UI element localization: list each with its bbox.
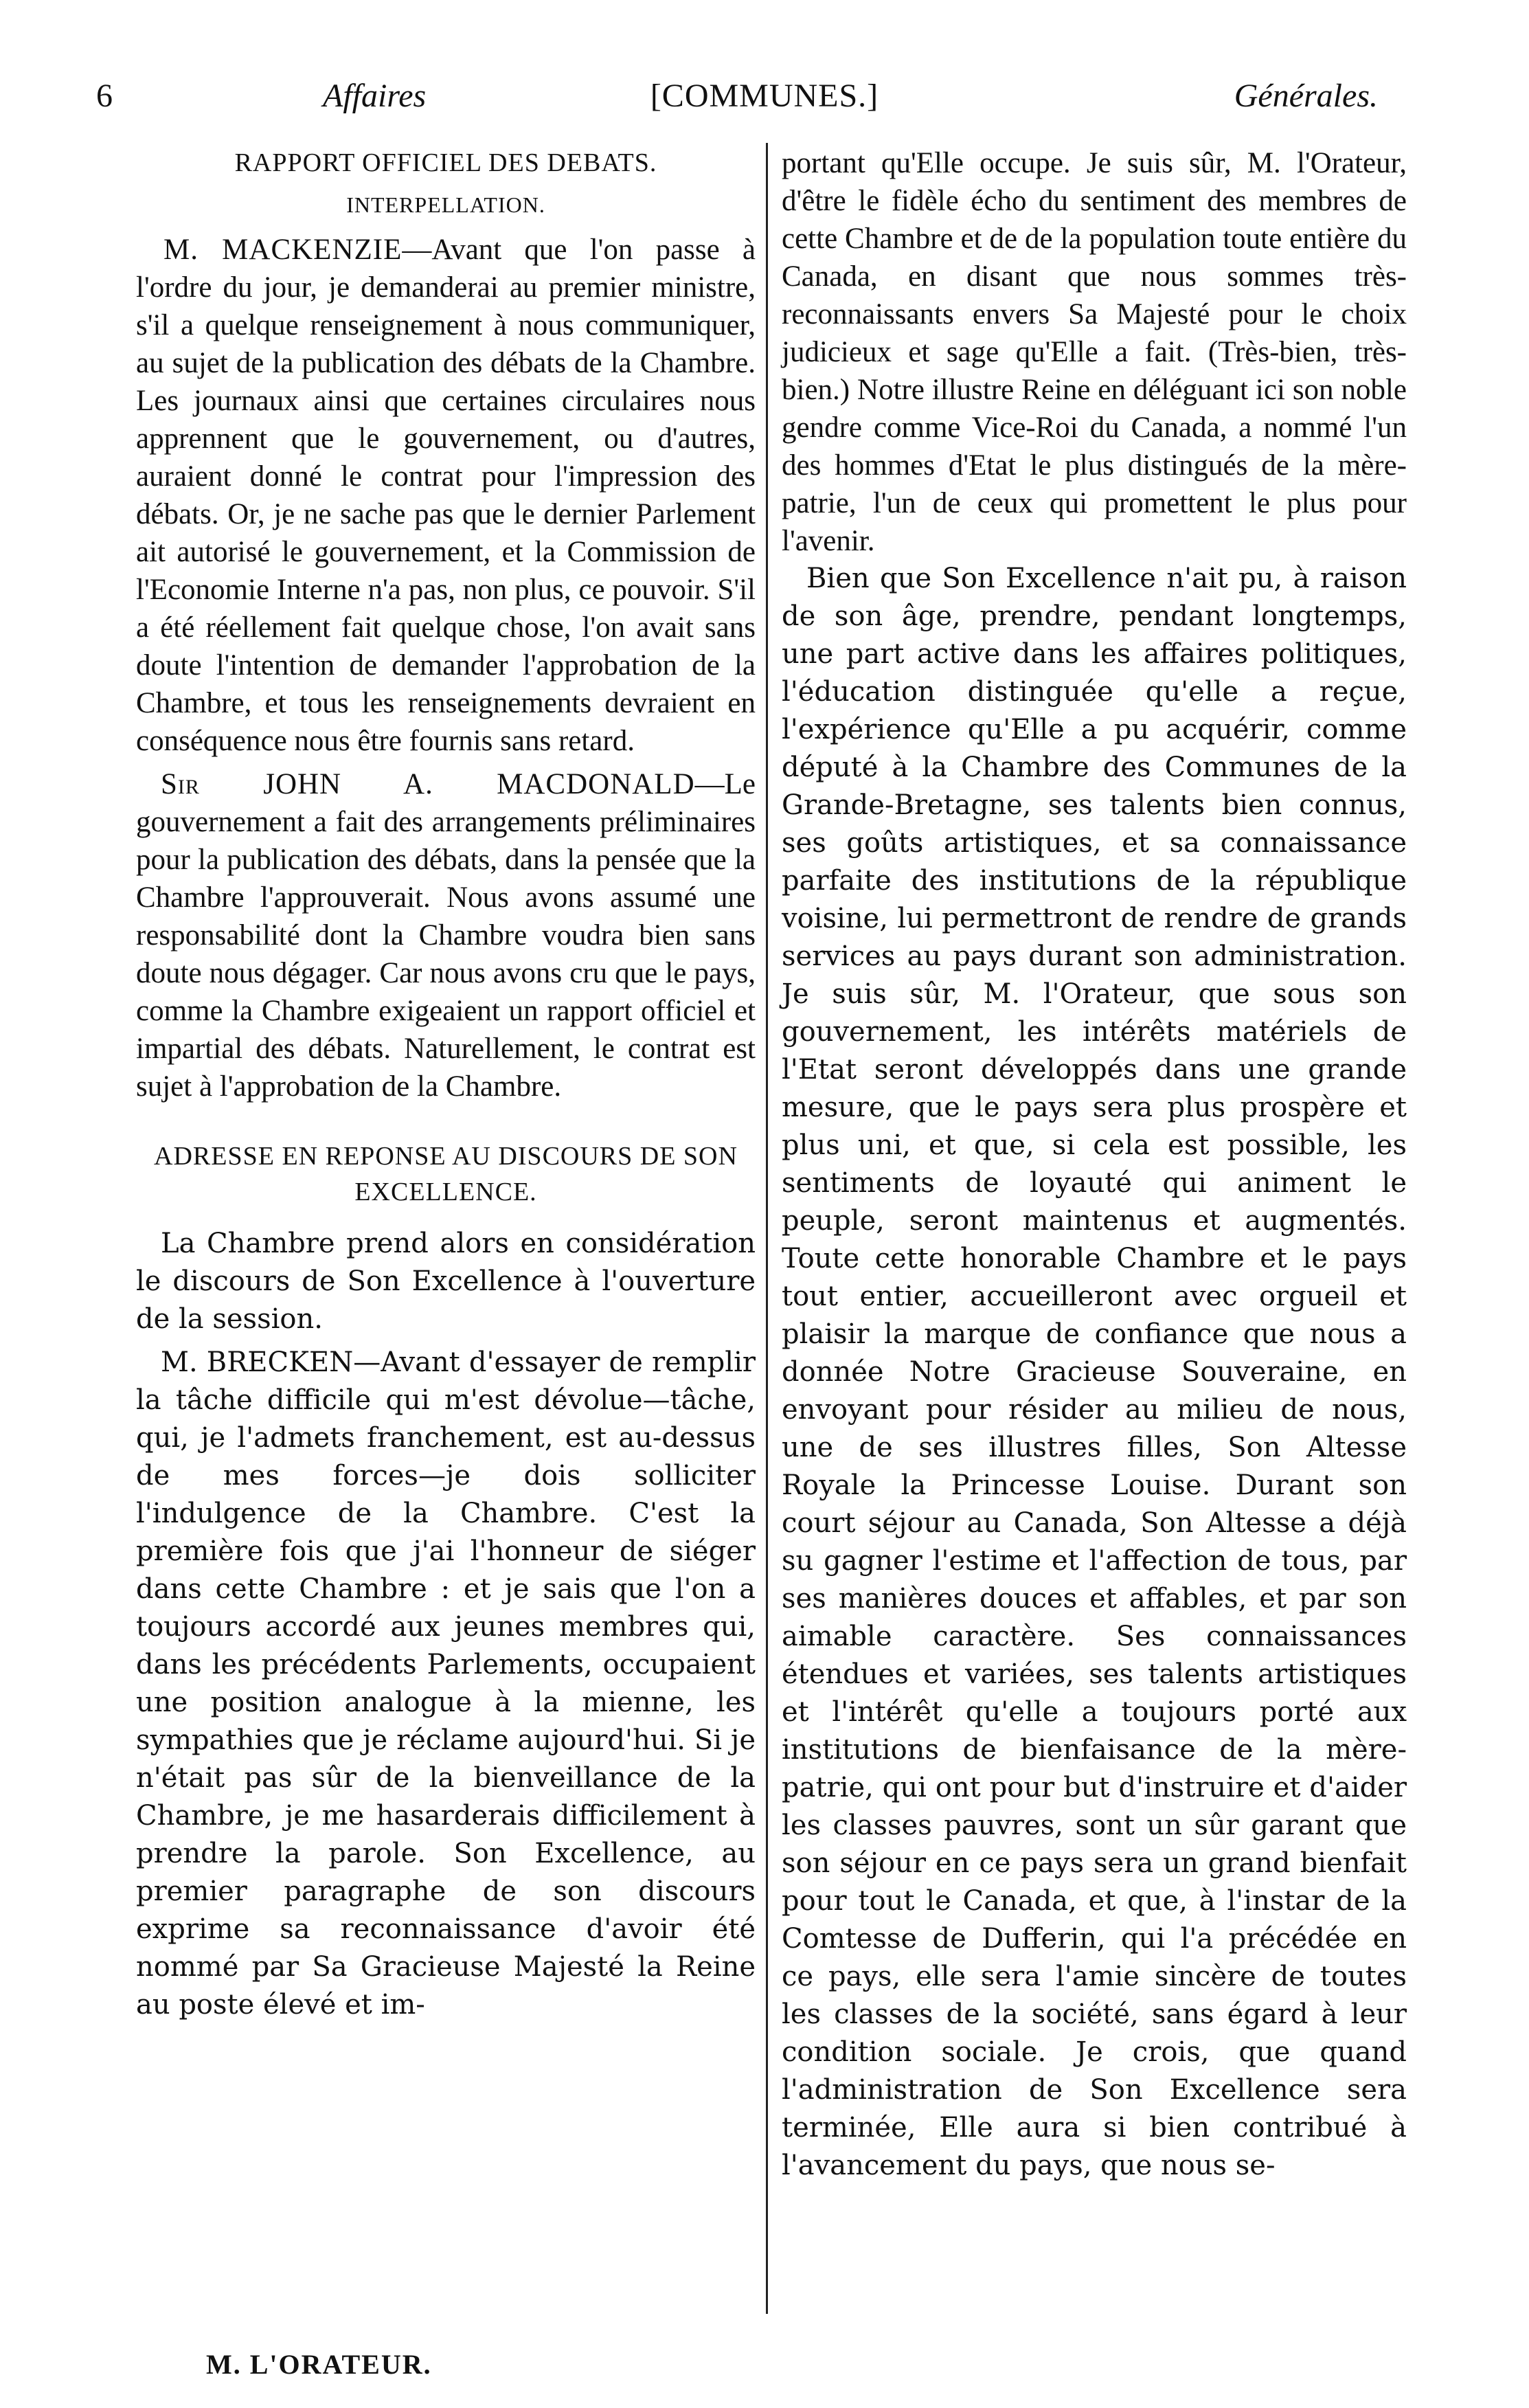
paragraph-excellence: Bien que Son Excellence n'ait pu, à raison de son âge, prendre, pendant longtemps, une part active dans les affaires politiques, l'éducation distinguée qu'elle a reçue, l'expérience qu'Elle a pu acquérir, comme député à la Chambre des Communes de la Grande-Bretagne, ses talents bien connus, ses goûts artistiques, et sa connaissance parfaite des institutions de la république voisine, lui permettront de rendre de grands services au pays durant son administration. Je suis sûr, M. l'Orateur, que sous son gouvernement, les intérêts matériels de l'Etat seront développés dans une grande mesure, que le pays sera plus prospère et plus uni, et que, si cela est possible, les sentiments de loyauté qui animent le peuple, seront maintenus et augmentés. Toute cette honorable Chambre et le pays tout entier, accueilleront avec orgueil et plaisir la marque de confiance que nous a donnée Notre Gracieuse Souveraine, en envoyant pour résider au milieu de nous, une de ses illustres filles, Son Altesse Royale la Princesse Louise. Durant son court séjour au Canada, Son Altesse a déjà su gagner l'estime et l'affection de tous, par ses manières douces et affables, et par son aimable caractère. Ses connaissances étendues et variées, ses talents artistiques et l'intérêt qu'elle a toujours porté aux institutions de bienfaisance de la mère-patrie, qui ont pour but d'instruire et d'aider les classes pauvres, sont un sûr garant que son séjour en ce pays sera un grand bienfait pour tout le Canada, et que, à l'instar de la Comtesse de Dufferin, qui l'a précédée en ce pays, elle sera l'amie sincère de toutes les classes de la société, sans égard à leur condition sociale. Je crois, que quand l'administration de Son Excellence sera terminée, Elle aura si bien contribué à l'avancement du pays, que nous se- [782, 563, 1407, 2181]
paragraph-text: —Le gouvernement a fait des arrangements préliminaires pour la publication des débats, dans la pensée que la Chambre l'approuverait. Nous avons assumé une responsabilité dont la Chambre voudra bien sans doute nous dégager. Car nous avons cru que le pays, comme la Chambre exigeaient un rapport officiel et impartial des débats. Naturellement, le contrat est sujet à l'approbation de la Chambre. [136, 768, 756, 1103]
paragraph-chambre: La Chambre prend alors en considération le discours de Son Excellence à l'ouverture de la session. [136, 1228, 756, 1335]
paragraph-mackenzie [136, 231, 756, 760]
header-center-title: [COMMUNES.] [650, 78, 879, 114]
section-heading-interpellation: INTERPELLATION. [346, 192, 545, 217]
section-heading-rapport: RAPPORT OFFICIEL DES DEBATS. [234, 148, 657, 177]
page-header [0, 77, 1529, 125]
column-divider [766, 143, 768, 2314]
speaker-name: Sir JOHN A. MACDONALD [161, 768, 695, 800]
paragraph-continuation: portant qu'Elle occupe. Je suis sûr, M. l'Orateur, d'être le fidèle écho du sentiment des membres de cette Chambre et de de la population toute entière du Canada, en disant que nous sommes très-reconnaissants envers Sa Majesté pour le choix judicieux et sage qu'Elle a fait. (Très-bien, très-bien.) Notre illustre Reine en déléguant ici son noble gendre comme Vice-Roi du Canada, a nommé l'un des hommes d'Etat le plus distingués de la mère-patrie, l'un de ceux qui promettent le plus pour l'avenir. [782, 147, 1407, 557]
paragraph-brecken [136, 1344, 756, 2024]
paragraph-macdonald [136, 765, 756, 1105]
paragraph-text: —Avant que l'on passe à l'ordre du jour, je demanderai au premier ministre, s'il a quelque renseignement à nous communiquer, au sujet de la publication des débats de la Chambre. Les journaux ainsi que certaines circulaires nous apprennent que le gouvernement, ou d'autres, auraient donné le contrat pour l'impression des débats. Or, je ne sache pas que le dernier Parlement ait autorisé le gouvernement, et la Commission de l'Economie Interne n'a pas, non plus, ce pouvoir. S'il a été réellement fait quelque chose, l'on avait sans doute l'intention de demander l'approbation de la Chambre, et tous les renseignements devraient en conséquence nous être fournis sans retard. [136, 234, 756, 757]
header-left-title: Affaires [323, 78, 427, 114]
right-column [782, 144, 1407, 2185]
page-number: 6 [96, 78, 113, 114]
left-column [136, 144, 756, 2024]
header-right-title: Générales. [1234, 78, 1378, 114]
catchword-footer: M. L'ORATEUR. [206, 2349, 432, 2380]
section-heading-adresse: ADRESSE EN REPONSE AU DISCOURS DE SON EXCELLENCE. [154, 1142, 738, 1206]
speaker-name: M. MACKENZIE [163, 234, 403, 266]
speaker-name: M. BRECKEN [161, 1347, 354, 1378]
paragraph-text: —Avant d'essayer de remplir la tâche difficile qui m'est dévolue—tâche, qui, je l'admets franchement, est au-dessus de mes forces—je dois solliciter l'indulgence de la Chambre. C'est la première fois que j'ai l'honneur de siéger dans cette Chambre : et je sais que l'on a toujours accordé aux jeunes membres qui, dans les précédents Parlements, occupaient une position analogue à la mienne, les sympathies que je réclame aujourd'hui. Si je n'était pas sûr de la bienveillance de la Chambre, je me hasarderais difficilement à prendre la parole. Son Excellence, au premier paragraphe de son discours exprime sa reconnaissance d'avoir été nommé par Sa Gracieuse Majesté la Reine au poste élevé et im- [136, 1347, 756, 2021]
